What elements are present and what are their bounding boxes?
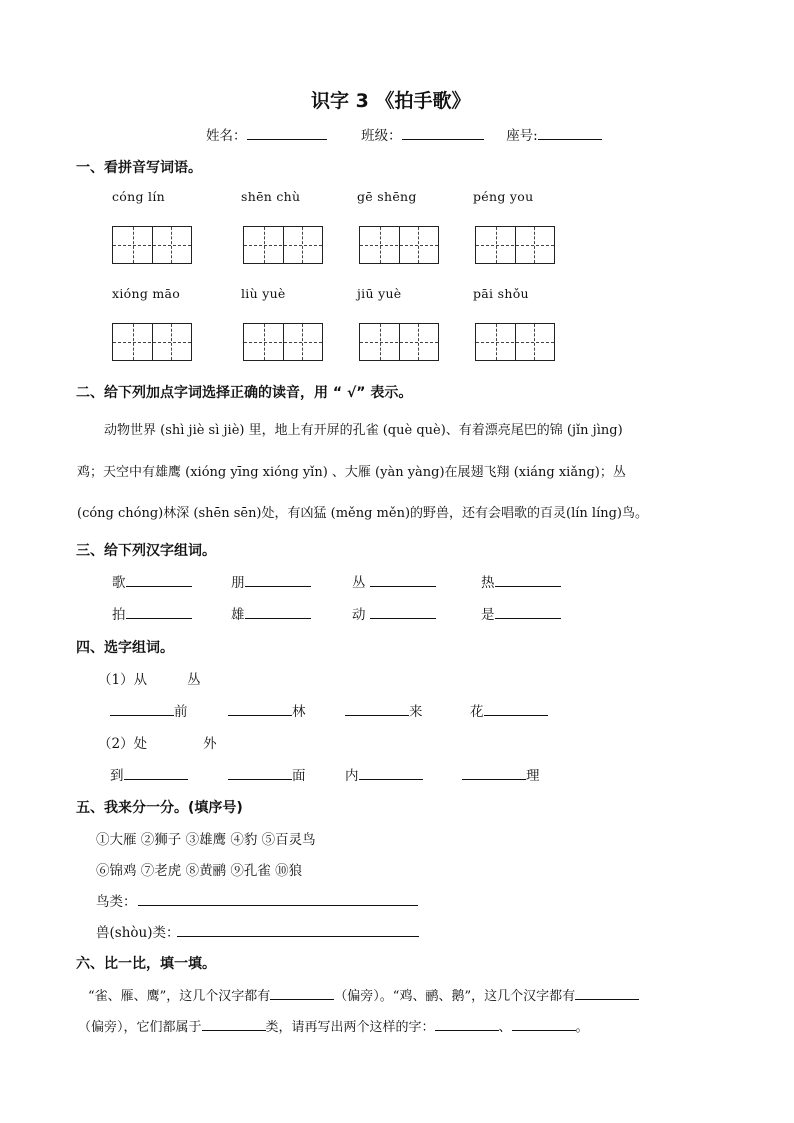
section-4-heading: 四、选字组词。 (76, 640, 174, 656)
word-item (231, 571, 311, 591)
choice-blank[interactable] (124, 765, 188, 780)
animal-list-2: ⑥锦鸡 ⑦老虎 ⑧黄鹂 ⑨孔雀 ⑩狼 (96, 863, 303, 879)
word-blank[interactable] (245, 572, 311, 587)
word-blank[interactable] (126, 572, 192, 587)
compare-line-1: “雀、雁、鹰”，这几个汉字都有 （偏旁）。“鸡、鹂、鹅”，这几个汉字都有 (88, 985, 639, 1004)
reading-line-1: 动物世界 (shì jiè sì jiè) 里，地上有开屏的孔雀 (què què)、有着漂亮尾巴的锦 (jǐn jìng) (104, 423, 623, 438)
animal-list-1: ①大雁 ②狮子 ③雄鹰 ④豹 ⑤百灵鸟 (96, 832, 316, 848)
choice-item (345, 764, 423, 784)
seat-label: 座号: (506, 128, 538, 144)
word-item (231, 603, 311, 623)
compare-line-2: （偏旁），它们都属于 类，请再写出两个这样的字： 、 。 (78, 1016, 589, 1035)
beast-answer-line[interactable] (177, 936, 419, 937)
pinyin-4: péng you (473, 189, 534, 204)
choice-char: 前 (174, 704, 188, 720)
writing-grid[interactable] (243, 323, 323, 361)
choice-item (462, 764, 540, 784)
pinyin-2: shēn chù (241, 189, 301, 204)
char-blank-2[interactable] (512, 1016, 576, 1031)
choice-char: 来 (409, 704, 423, 720)
seat-field[interactable] (538, 125, 602, 140)
word-item (112, 571, 192, 591)
choice-blank[interactable] (484, 701, 548, 716)
writing-grid[interactable] (112, 226, 192, 264)
info-line (206, 124, 602, 144)
class-label: 班级： (361, 128, 402, 144)
choice-item (228, 764, 306, 784)
section-3-heading: 三、给下列汉字组词。 (76, 543, 216, 559)
word-char: 丛 (352, 575, 370, 591)
pinyin-7: jiū yuè (357, 286, 402, 301)
word-char: 动 (352, 607, 370, 623)
name-field[interactable] (247, 125, 327, 140)
word-blank[interactable] (495, 572, 561, 587)
writing-grid[interactable] (112, 323, 192, 361)
word-item (481, 571, 561, 591)
name-label: 姓名： (206, 128, 247, 144)
choice-blank[interactable] (345, 701, 409, 716)
beast-label: 兽(shòu)类： (96, 925, 180, 941)
choice-char: 面 (292, 768, 306, 784)
pinyin-6: liù yuè (241, 286, 286, 301)
word-char: 歌 (112, 575, 126, 591)
pinyin-8: pāi shǒu (473, 286, 529, 301)
section-5-heading: 五、我来分一分。(填序号) (76, 800, 243, 816)
choice-blank[interactable] (228, 765, 292, 780)
group-1-label: （1）从 丛 (98, 672, 201, 688)
word-item (352, 603, 436, 623)
choice-item (110, 700, 188, 720)
choice-blank[interactable] (359, 765, 423, 780)
section-1-heading: 一、看拼音写词语。 (76, 160, 202, 176)
word-char: 是 (481, 607, 495, 623)
category-blank[interactable] (202, 1016, 266, 1031)
choice-char: 林 (292, 704, 306, 720)
word-char: 雄 (231, 607, 245, 623)
choice-item (228, 700, 306, 720)
word-blank[interactable] (126, 604, 192, 619)
word-blank[interactable] (495, 604, 561, 619)
bird-answer-line[interactable] (138, 905, 418, 906)
choice-item (345, 700, 423, 720)
writing-grid[interactable] (475, 226, 555, 264)
word-item (352, 571, 436, 591)
choice-char: 到 (110, 768, 124, 784)
word-blank[interactable] (370, 604, 436, 619)
word-char: 拍 (112, 607, 126, 623)
writing-grid[interactable] (359, 226, 439, 264)
choice-char: 花 (470, 704, 484, 720)
class-field[interactable] (402, 125, 484, 140)
word-char: 热 (481, 575, 495, 591)
reading-line-3: (cóng chóng)林深 (shēn sēn)处，有凶猛 (měng měn)的野兽，还有会唱歌的百灵(lín líng)鸟。 (77, 506, 648, 521)
choice-char: 理 (526, 768, 540, 784)
choice-blank[interactable] (110, 701, 174, 716)
pinyin-5: xióng māo (112, 286, 181, 301)
word-char: 朋 (231, 575, 245, 591)
word-item (481, 603, 561, 623)
pinyin-3: gē shēng (357, 189, 417, 204)
bird-label: 鸟类： (96, 894, 137, 910)
writing-grid[interactable] (243, 226, 323, 264)
writing-grid[interactable] (359, 323, 439, 361)
radical-blank-1[interactable] (270, 985, 334, 1000)
word-item (112, 603, 192, 623)
group-2-label: （2）处 外 (98, 736, 217, 752)
section-2-heading: 二、给下列加点字词选择正确的读音，用 “ √” 表示。 (76, 385, 413, 401)
word-blank[interactable] (245, 604, 311, 619)
choice-char: 内 (345, 768, 359, 784)
section-6-heading: 六、比一比，填一填。 (76, 956, 216, 972)
choice-blank[interactable] (462, 765, 526, 780)
reading-line-2: 鸡；天空中有雄鹰 (xióng yīng xióng yǐn) 、大雁 (yàn yàng)在展翅飞翔 (xiáng xiǎng)；丛 (77, 465, 626, 480)
choice-item (110, 764, 188, 784)
page-title: 识字 3 《拍手歌》 (311, 90, 471, 112)
radical-blank-2[interactable] (575, 985, 639, 1000)
choice-item (470, 700, 548, 720)
choice-blank[interactable] (228, 701, 292, 716)
writing-grid[interactable] (475, 323, 555, 361)
char-blank-1[interactable] (435, 1016, 499, 1031)
word-blank[interactable] (370, 572, 436, 587)
pinyin-1: cóng lín (112, 189, 165, 204)
